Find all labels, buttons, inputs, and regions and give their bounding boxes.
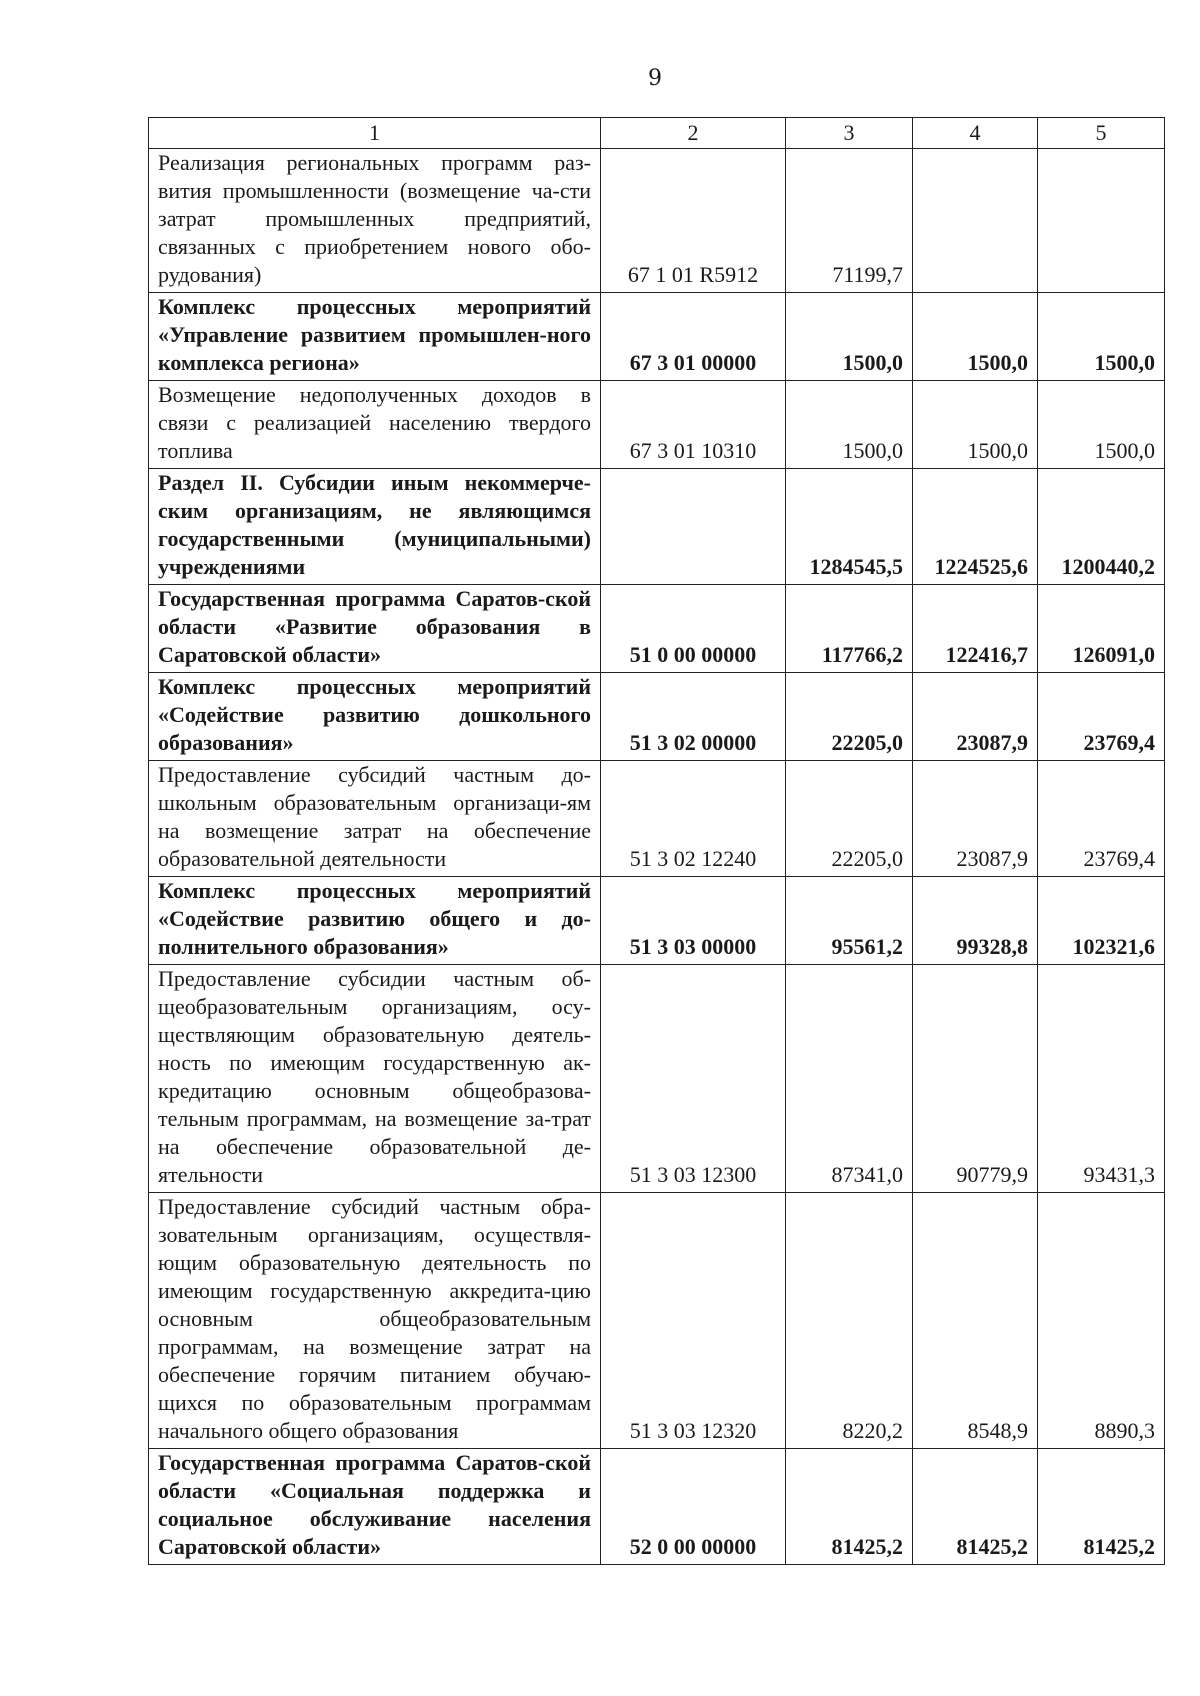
row-code-cell: 51 3 03 12300 (601, 965, 786, 1193)
row-value-col5: 1500,0 (1038, 381, 1165, 469)
row-value-col4: 1500,0 (913, 293, 1038, 381)
row-name-cell: Предоставление субсидий частным до-школьным образовательным организаци-ям на возмещение затрат на обеспечение образовательной деятельности (149, 761, 601, 877)
row-name-cell: Раздел II. Субсидии иным некоммерче-ским организациям, не являющимся государственными (муниципальными) учреждениями (149, 469, 601, 585)
row-value-col4: 8548,9 (913, 1193, 1038, 1449)
row-value-col3: 81425,2 (786, 1449, 913, 1565)
budget-table (148, 117, 1165, 1565)
column-header-3: 3 (786, 118, 913, 149)
row-value-col4: 23087,9 (913, 761, 1038, 877)
table-row (149, 149, 1165, 293)
row-value-col4: 81425,2 (913, 1449, 1038, 1565)
row-value-col5: 8890,3 (1038, 1193, 1165, 1449)
row-name-cell: Комплекс процессных мероприятий «Содействие развитию общего и до-полнительного образования» (149, 877, 601, 965)
row-code-cell (601, 469, 786, 585)
column-header-4: 4 (913, 118, 1038, 149)
row-value-col4: 122416,7 (913, 585, 1038, 673)
table-row (149, 1449, 1165, 1565)
row-name-cell: Государственная программа Саратов-ской области «Социальная поддержка и социальное обслуживание населения Саратовской области» (149, 1449, 601, 1565)
table-row (149, 965, 1165, 1193)
row-value-col3: 22205,0 (786, 761, 913, 877)
row-name-cell: Возмещение недополученных доходов в связи с реализацией населению твердого топлива (149, 381, 601, 469)
row-value-col5: 1500,0 (1038, 293, 1165, 381)
column-header-1: 1 (149, 118, 601, 149)
row-name-cell: Комплекс процессных мероприятий «Содействие развитию дошкольного образования» (149, 673, 601, 761)
row-value-col3: 95561,2 (786, 877, 913, 965)
row-code-cell: 51 3 03 00000 (601, 877, 786, 965)
row-value-col4 (913, 149, 1038, 293)
row-name-cell: Предоставление субсидий частным обра-зовательным организациям, осуществля-ющим образовательную деятельность по имеющим государственную аккредита-цию основным общеобразовательным программам, на возмещение затрат на обеспечение горячим питанием обучаю-щихся по образовательным программам начального общего образования (149, 1193, 601, 1449)
table-row (149, 381, 1165, 469)
row-value-col3: 117766,2 (786, 585, 913, 673)
row-value-col5: 126091,0 (1038, 585, 1165, 673)
column-header-2: 2 (601, 118, 786, 149)
column-header-5: 5 (1038, 118, 1165, 149)
row-value-col5: 93431,3 (1038, 965, 1165, 1193)
row-value-col5: 81425,2 (1038, 1449, 1165, 1565)
row-code-cell: 51 3 02 00000 (601, 673, 786, 761)
row-name-cell: Комплекс процессных мероприятий «Управление развитием промышлен-ного комплекса региона» (149, 293, 601, 381)
table-body (149, 149, 1165, 1565)
table-row (149, 673, 1165, 761)
row-value-col4: 99328,8 (913, 877, 1038, 965)
row-code-cell: 51 0 00 00000 (601, 585, 786, 673)
row-value-col5: 23769,4 (1038, 673, 1165, 761)
row-value-col5: 23769,4 (1038, 761, 1165, 877)
row-value-col4: 23087,9 (913, 673, 1038, 761)
row-name-cell: Государственная программа Саратов-ской области «Развитие образования в Саратовской области» (149, 585, 601, 673)
row-value-col3: 71199,7 (786, 149, 913, 293)
row-value-col3: 1284545,5 (786, 469, 913, 585)
table-row (149, 1193, 1165, 1449)
row-value-col3: 8220,2 (786, 1193, 913, 1449)
row-code-cell: 67 3 01 00000 (601, 293, 786, 381)
row-code-cell: 51 3 03 12320 (601, 1193, 786, 1449)
row-value-col3: 1500,0 (786, 381, 913, 469)
row-code-cell: 51 3 02 12240 (601, 761, 786, 877)
table-row (149, 877, 1165, 965)
row-value-col3: 1500,0 (786, 293, 913, 381)
table-row (149, 585, 1165, 673)
row-value-col3: 22205,0 (786, 673, 913, 761)
table-row (149, 293, 1165, 381)
table-header-row (149, 118, 1165, 149)
row-code-cell: 67 1 01 R5912 (601, 149, 786, 293)
row-value-col5: 102321,6 (1038, 877, 1165, 965)
row-code-cell: 67 3 01 10310 (601, 381, 786, 469)
row-name-cell: Предоставление субсидии частным об-щеобразовательным организациям, осу-ществляющим образовательную деятель-ность по имеющим государственную ак-кредитацию основным общеобразова-тельным программам, на возмещение за-трат на обеспечение образовательной де-ятельности (149, 965, 601, 1193)
row-value-col3: 87341,0 (786, 965, 913, 1193)
table-row (149, 469, 1165, 585)
row-code-cell: 52 0 00 00000 (601, 1449, 786, 1565)
row-value-col5: 1200440,2 (1038, 469, 1165, 585)
page-number: 9 (648, 66, 662, 91)
row-value-col5 (1038, 149, 1165, 293)
row-value-col4: 1224525,6 (913, 469, 1038, 585)
table-row (149, 761, 1165, 877)
row-name-cell: Реализация региональных программ раз-вития промышленности (возмещение ча-сти затрат промышленных предприятий, связанных с приобретением нового обо-рудования) (149, 149, 601, 293)
row-value-col4: 90779,9 (913, 965, 1038, 1193)
row-value-col4: 1500,0 (913, 381, 1038, 469)
